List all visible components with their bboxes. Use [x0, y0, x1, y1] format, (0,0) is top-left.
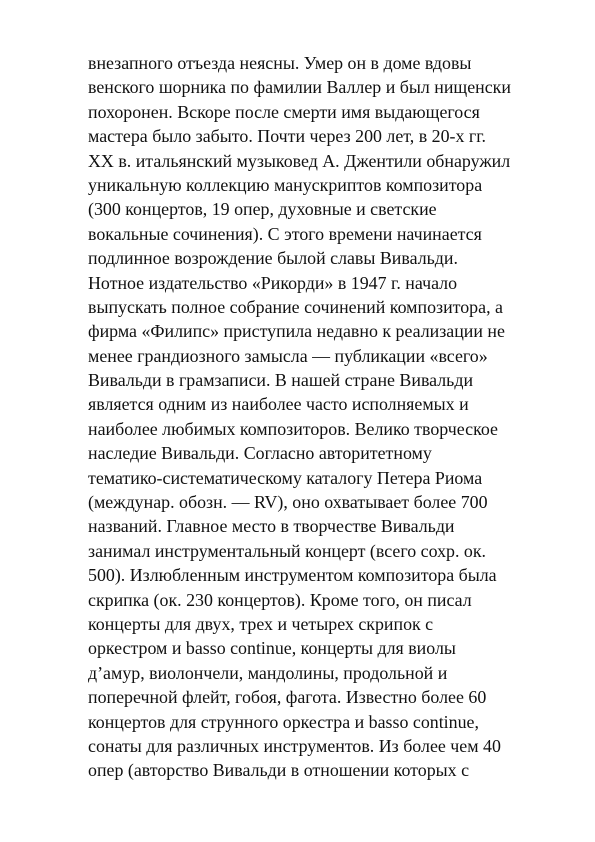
text-line-29: сонаты для различных инструментов. Из более чем 40 — [88, 735, 501, 756]
text-line-9: подлинное возрождение былой славы Вивальди. — [88, 248, 458, 269]
text-line-13: менее грандиозного замысла — публикации «всего» — [88, 345, 488, 366]
text-line-27: поперечной флейт, гобоя, фагота. Известно более 60 — [88, 687, 487, 708]
text-line-25: оркестром и basso continue, концерты для виолы — [88, 638, 456, 659]
text-line-4: мастера было забыто. Почти через 200 лет, в 20-х гг. — [88, 126, 487, 147]
text-line-12: фирма «Филипс» приступила недавно к реализации не — [88, 321, 505, 342]
text-line-5: XX в. итальянский музыковед А. Джентили обнаружил — [88, 150, 511, 171]
text-line-3: похоронен. Вскоре после смерти имя выдающегося — [88, 101, 480, 122]
text-line-20: названий. Главное место в творчестве Вивальди — [88, 516, 455, 537]
text-line-24: концерты для двух, трех и четырех скрипок с — [88, 613, 434, 634]
text-line-17: наследие Вивальди. Согласно авторитетному — [88, 443, 432, 464]
text-line-18: тематико-систематическому каталогу Петера Риома — [88, 467, 483, 488]
text-line-15: является одним из наиболее часто исполняемых и — [88, 394, 469, 415]
text-line-14: Вивальди в грамзаписи. В нашей стране Вивальди — [88, 370, 474, 391]
text-line-16: наиболее любимых композиторов. Велико творческое — [88, 418, 498, 439]
text-line-1: внезапного отъезда неясны. Умер он в доме вдовы — [88, 53, 472, 73]
text-line-28: концертов для струнного оркестра и basso continue, — [88, 711, 479, 732]
text-line-23: скрипка (ок. 230 концертов). Кроме того, он писал — [88, 589, 472, 610]
text-line-7: (300 концертов, 19 опер, духовные и светские — [88, 199, 437, 220]
text-line-2: венского шорника по фамилии Валлер и был нищенски — [88, 77, 511, 98]
text-line-11: выпускать полное собрание сочинений композитора, а — [88, 296, 503, 317]
text-line-8: вокальные сочинения). С этого времени начинается — [88, 223, 482, 244]
text-line-22: 500). Излюбленным инструментом композитора была — [88, 565, 497, 586]
text-line-21: занимал инструментальный концерт (всего сохр. ок. — [88, 540, 487, 561]
text-line-30: опер (авторство Вивальди в отношении которых с — [88, 760, 470, 781]
text-line-6: уникальную коллекцию манускриптов композитора — [88, 174, 483, 195]
text-line-19: (междунар. обозн. — RV), оно охватывает более 700 — [88, 492, 488, 513]
text-line-10: Нотное издательство «Рикорди» в 1947 г. начало — [88, 272, 458, 293]
text-line-26: д’амур, виолончели, мандолины, продольной и — [88, 662, 448, 683]
body-text — [88, 51, 528, 783]
